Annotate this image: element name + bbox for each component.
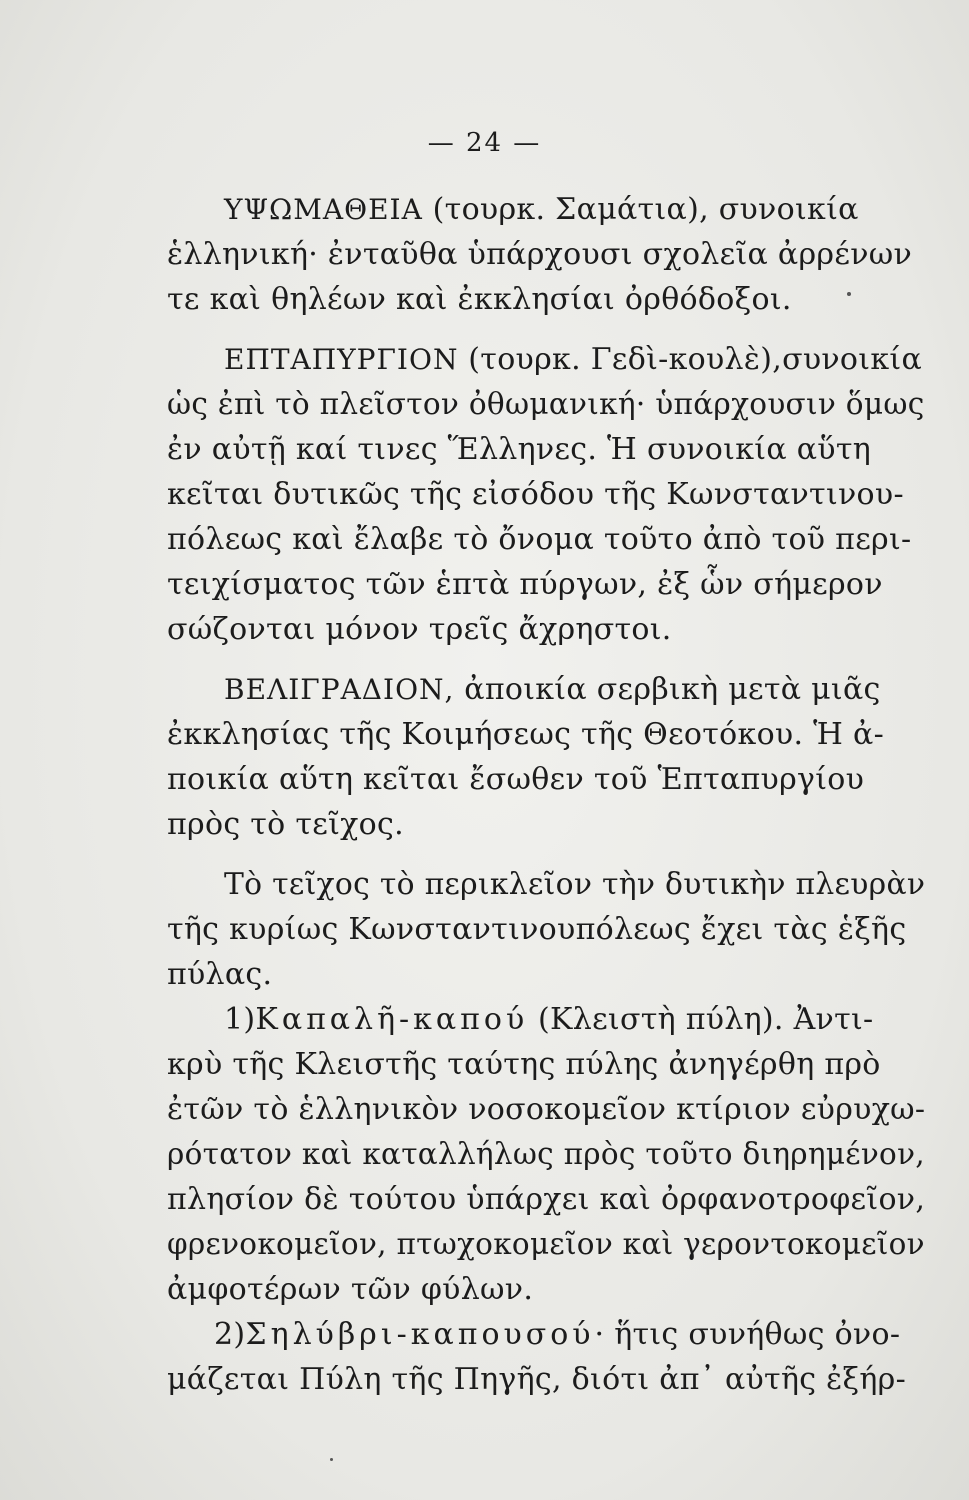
list-number: 2) — [214, 1317, 246, 1352]
entry-heading: ΕΠΤΑΠΥΡΓΙΟΝ — [224, 343, 459, 376]
text-line — [224, 190, 859, 230]
text-line: ὡς ἐπὶ τὸ πλεῖστον ὀθωμανική· ὑπάρχουσιν ὅμως — [167, 387, 925, 422]
gate-name: Σηλύβρι-καπουσού — [245, 1317, 595, 1352]
text-line: κεῖται δυτικῶς τῆς εἰσόδου τῆς Κωνσταντινου- — [167, 477, 904, 512]
text-fragment: (τουρκ. Γεδὶ-κουλὲ),συνοικία — [458, 342, 923, 377]
paper-speck — [330, 1458, 333, 1461]
text-line: πύλας. — [167, 957, 273, 992]
text-line: ἑλληνική· ἐνταῦθα ὑπάρχουσι σχολεῖα ἀρρένων — [167, 237, 913, 272]
text-line: σώζονται μόνον τρεῖς ἄχρηστοι. — [167, 612, 672, 647]
text-line: φρενοκομεῖον, πτωχοκομεῖον καὶ γεροντοκομεῖον — [167, 1227, 925, 1262]
text-line: ἐτῶν τὸ ἑλληνικὸν νοσοκομεῖον κτίριον εὐρυχω- — [167, 1092, 926, 1127]
text-line — [224, 1000, 873, 1040]
text-line: ἀμφοτέρων τῶν φύλων. — [167, 1272, 534, 1307]
text-line — [224, 340, 922, 380]
text-fragment: · ἥτις συνήθως ὀνο- — [594, 1317, 901, 1352]
text-line: τῆς κυρίως Κωνσταντινουπόλεως ἔχει τὰς ἑξῆς — [167, 912, 907, 947]
entry-heading: ΒΕΛΙΓΡΑΔΙΟΝ, — [224, 673, 455, 706]
text-line: ἐν αὐτῇ καί τινες Ἕλληνες. Ἡ συνοικία αὕτη — [167, 432, 872, 467]
text-fragment: (Κλειστὴ πύλη). Ἀντι- — [528, 1002, 874, 1037]
text-line — [224, 670, 881, 710]
text-line: ρότατον καὶ καταλλήλως πρὸς τοῦτο διηρημένον, — [167, 1137, 925, 1172]
list-number: 1) — [224, 1002, 256, 1037]
text-line: μάζεται Πύλη τῆς Πηγῆς, διότι ἀπ᾽ αὐτῆς ἐξήρ- — [167, 1362, 907, 1397]
text-line: ἐκκλησίας τῆς Κοιμήσεως τῆς Θεοτόκου. Ἡ ἀ- — [167, 717, 885, 752]
text-line: Τὸ τεῖχος τὸ περικλεῖον τὴν δυτικὴν πλευρὰν — [224, 867, 926, 902]
text-line: τειχίσματος τῶν ἑπτὰ πύργων, ἐξ ὧν σήμερον — [167, 567, 883, 602]
paper-speck — [847, 292, 851, 296]
text-line: πρὸς τὸ τεῖχος. — [167, 807, 404, 842]
text-line: τε καὶ θηλέων καὶ ἐκκλησίαι ὀρθόδοξοι. — [167, 282, 792, 317]
text-fragment: ἀποικία σερβικὴ μετὰ μιᾶς — [454, 672, 881, 707]
text-fragment: (τουρκ. Σαμάτια), συνοικία — [422, 192, 859, 227]
text-line — [214, 1315, 900, 1355]
text-line: ποικία αὕτη κεῖται ἔσωθεν τοῦ Ἑπταπυργίου — [167, 762, 865, 797]
gate-name: Καπαλῆ-καπού — [255, 1002, 529, 1037]
text-line: πλησίον δὲ τούτου ὑπάρχει καὶ ὀρφανοτροφεῖον, — [167, 1182, 926, 1217]
text-line: κρὺ τῆς Κλειστῆς ταύτης πύλης ἀνηγέρθη πρὸ — [167, 1047, 881, 1082]
page-number: — 24 — — [427, 128, 542, 158]
text-line: πόλεως καὶ ἔλαβε τὸ ὄνομα τοῦτο ἀπὸ τοῦ περι- — [167, 522, 912, 557]
entry-heading: ΥΨΩΜΑΘΕΙΑ — [224, 193, 423, 226]
